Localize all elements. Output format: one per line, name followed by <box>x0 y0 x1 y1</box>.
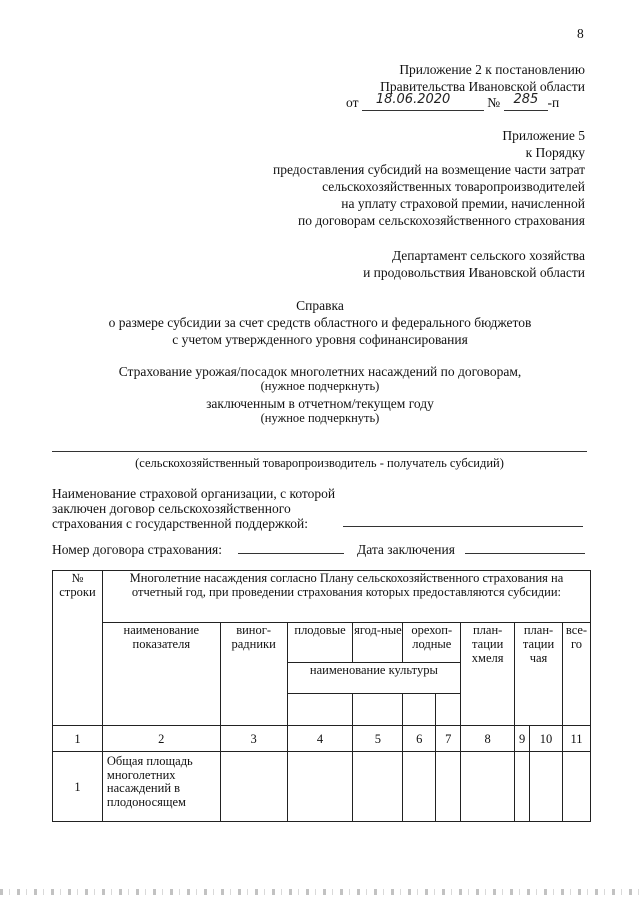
row-number: 1 <box>53 752 103 822</box>
contract-number-field <box>238 553 344 554</box>
vineyards-header: виног-радники <box>220 623 287 726</box>
appendix5-line: по договорам сельскохозяйственного страхования <box>297 213 585 228</box>
number-field <box>504 94 548 111</box>
table-cell <box>220 752 287 822</box>
org-line1: Наименование страховой организации, с которой <box>52 486 336 501</box>
org-name-field <box>343 526 583 527</box>
crop-name-header: наименование культуры <box>287 663 461 694</box>
appendix5-line: к Порядку <box>525 145 585 160</box>
table-header-row-1 <box>53 571 591 623</box>
department-line2: и продовольствия Ивановской области <box>363 265 585 280</box>
col-number: 10 <box>530 726 563 752</box>
contract-number-label: Номер договора страхования: <box>52 542 223 557</box>
col-number: 5 <box>353 726 403 752</box>
insurance-note1: (нужное подчеркнуть) <box>260 379 380 393</box>
recipient-line <box>52 451 587 452</box>
department-line1: Департамент сельского хозяйства <box>391 248 585 263</box>
org-line2: заключен договор сельскохозяйственного <box>52 501 291 516</box>
col-number: 11 <box>562 726 590 752</box>
crop-blank-cell <box>403 694 436 726</box>
appendix2-line2: Правительства Ивановской области <box>380 79 585 94</box>
appendix5-line: Приложение 5 <box>502 128 585 143</box>
perennials-header: Многолетние насаждения согласно Плану сельскохозяйственного страхования на отчетный год, при проведении страхования которых предоставляются субсидии: <box>102 571 590 623</box>
appendix2-date-line <box>346 94 586 112</box>
doc-heading: Справка <box>296 298 344 313</box>
col-number: 7 <box>436 726 461 752</box>
table-cell <box>530 752 563 822</box>
contract-date-label: Дата заключения <box>357 542 455 557</box>
appendix5-line: предоставления субсидий на возмещение части затрат <box>272 162 585 177</box>
col-number: 8 <box>461 726 515 752</box>
col-number: 4 <box>287 726 353 752</box>
number-label: № <box>487 95 501 110</box>
org-line3: страхования с государственной поддержкой: <box>52 516 308 531</box>
total-header: все-го <box>562 623 590 726</box>
berry-header: ягод-ные <box>353 623 403 663</box>
crop-blank-cell <box>287 694 353 726</box>
date-handwritten: 18.06.2020 <box>375 92 451 107</box>
indicator-header: наименование показателя <box>102 623 220 726</box>
doc-title-line2: о размере субсидии за счет средств областного и федерального бюджетов <box>108 315 532 330</box>
contract-date-field <box>465 553 585 554</box>
col-row-number-header: № строки <box>53 571 103 726</box>
number-handwritten: 285 <box>513 92 539 107</box>
table-row <box>53 752 591 822</box>
page-number: 8 <box>577 26 584 41</box>
col-number: 6 <box>403 726 436 752</box>
insurance-line1: Страхование урожая/посадок многолетних насаждений по договорам, <box>118 364 522 379</box>
appendix5-line: на уплату страховой премии, начисленной <box>341 196 585 211</box>
table-header-row-2 <box>53 623 591 663</box>
table-cell <box>287 752 353 822</box>
appendix2-line1: Приложение 2 к постановлению <box>399 62 585 77</box>
table-number-row <box>53 726 591 752</box>
insurance-note2: (нужное подчеркнуть) <box>260 411 380 425</box>
crop-blank-cell <box>353 694 403 726</box>
col-number: 3 <box>220 726 287 752</box>
col-number: 2 <box>102 726 220 752</box>
date-field <box>362 94 484 111</box>
crop-blank-cell <box>436 694 461 726</box>
table-cell <box>461 752 515 822</box>
insurance-line2: заключенным в отчетном/текущем году <box>206 396 434 411</box>
table-cell <box>562 752 590 822</box>
col-number: 9 <box>515 726 530 752</box>
appendix5-line: сельскохозяйственных товаропроизводителей <box>322 179 585 194</box>
table-cell <box>403 752 436 822</box>
recipient-caption: (сельскохозяйственный товаропроизводитель - получатель субсидий) <box>135 456 504 470</box>
appendix5-block <box>165 127 585 229</box>
from-label: от <box>346 95 359 110</box>
row-label: Общая площадь многолетних насаждений в плодоносящем <box>102 752 220 822</box>
table-cell <box>515 752 530 822</box>
scan-noise <box>0 889 640 895</box>
table-cell <box>436 752 461 822</box>
number-suffix: -п <box>547 95 560 110</box>
table-cell <box>353 752 403 822</box>
nut-header: орехоп-лодные <box>403 623 461 663</box>
hops-header: план-тации хмеля <box>461 623 515 726</box>
subsidy-table <box>52 570 591 822</box>
fruit-header: плодовые <box>287 623 353 663</box>
col-number: 1 <box>53 726 103 752</box>
doc-title-line3: с учетом утвержденного уровня софинансирования <box>172 332 468 347</box>
tea-header: план-тации чая <box>515 623 563 726</box>
